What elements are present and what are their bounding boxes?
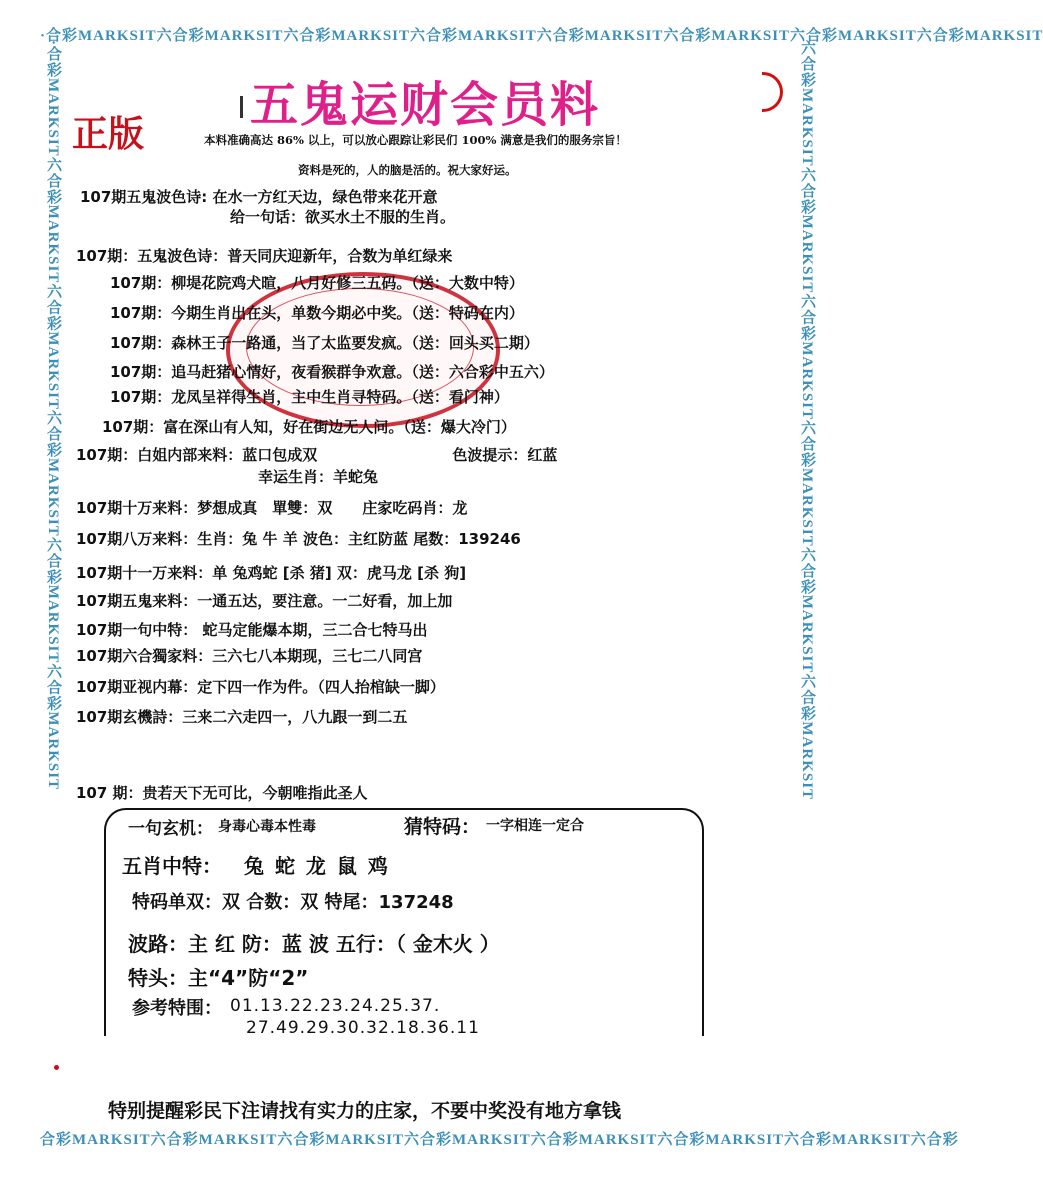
wave-line: 波路：主 红 防：蓝 波 五行：（ 金木火 ） [128, 932, 500, 956]
reference-label: 参考特围： [132, 998, 222, 1019]
line-exclusive: 107期六合獨家料：三六七八本期现，三七二八同宫 [76, 647, 423, 665]
border-pattern-top: ·合彩MARKSIT六合彩MARKSIT六合彩MARKSIT六合彩MARKSIT六合彩MARKSIT六合彩MARKSIT六合彩MARKSIT六合彩MARKSIT [40, 28, 1043, 44]
line-atv-inside: 107期亚视内幕：定下四一作为件。（四人抬棺缺一脚） [76, 678, 445, 696]
line-poem-2: 107期：今期生肖出在头，单数今期必中奖。（送：特码在内） [110, 304, 524, 322]
subtitle-accuracy: 本料准确高达 86% 以上，可以放心跟踪让彩民们 100% 满意是我们的服务宗旨！ [204, 133, 627, 147]
head-line: 特头：主“4”防“2” [128, 966, 309, 990]
title-cursor-bar [240, 96, 243, 118]
border-pattern-right: 六合彩MARKSIT六合彩MARKSIT六合彩MARKSIT六合彩MARKSIT六合彩MARKSIT六合彩MARKSIT [799, 40, 815, 801]
line-poem-1: 107期：柳堤花院鸡犬暄，八月好修三五码。（送：大数中特） [110, 274, 524, 292]
line-lucky-zodiac: 幸运生肖：羊蛇兔 [258, 468, 379, 486]
line-poem-5: 107期：龙凤呈祥得生肖，主中生肖寻特码。（送：看门神） [110, 388, 509, 406]
line-one-sentence: 107期一句中特： 蛇马定能爆本期，三二合七特马出 [76, 621, 428, 639]
guess-value: 一字相连一定合 [486, 818, 584, 834]
line-saint: 107 期：贵若天下无可比，今朝唯指此圣人 [76, 784, 368, 802]
line-poem-3: 107期：森林王子一路通，当了太监要发疯。（送：回头买二期） [110, 334, 539, 352]
border-pattern-left: ·合彩MARKSIT六合彩MARKSIT六合彩MARKSIT六合彩MARKSIT六合彩MARKSIT六合彩MARKSIT [45, 40, 61, 791]
line-poem-6: 107期：富在深山有人知，好在街边无人问。（送：爆大冷门） [102, 418, 516, 436]
line-poem-4: 107期：追马赶猪心情好，夜看猴群争欢意。（送：六合彩中五六） [110, 363, 554, 381]
subtitle-wish: 资料是死的，人的脑是活的。祝大家好运。 [298, 163, 517, 177]
line-80k: 107期八万来料：生肖：兔 牛 羊 波色：主红防蓝 尾数：139246 [76, 530, 521, 548]
page-title: 五鬼运财会员料 [250, 77, 601, 133]
footer-warning: 特别提醒彩民下注请找有实力的庄家，不要中奖没有地方拿钱 [108, 1100, 622, 1122]
corner-mark-icon [762, 72, 783, 112]
reference-numbers-2: 27.49.29.30.32.18.36.11 [246, 1018, 480, 1038]
line-110k: 107期十一万来料：单 兔鸡蛇 [杀 猪] 双：虎马龙 [杀 狗] [76, 564, 467, 582]
reference-numbers-1: 01.13.22.23.24.25.37. [230, 996, 441, 1016]
line-mystic-poem: 107期玄機詩：三来二六走四一，八九跟一到二五 [76, 708, 408, 726]
authentic-badge: 正版 [72, 114, 145, 155]
red-dot-mark [54, 1065, 59, 1070]
riddle-value: 身毒心毒本性毒 [218, 819, 316, 835]
line-wave-poem: 107期五鬼波色诗: 在水一方红天边，绿色带来花开意 [80, 188, 438, 206]
line-white-sister: 107期：白姐内部来料：蓝口包成双 色波提示：红蓝 [76, 446, 558, 464]
five-zodiac-value: 兔 蛇 龙 鼠 鸡 [244, 854, 390, 878]
border-pattern-bottom: 合彩MARKSIT六合彩MARKSIT六合彩MARKSIT六合彩MARKSIT六合彩MARKSIT六合彩MARKSIT六合彩MARKSIT六合彩 [40, 1132, 959, 1148]
line-hint: 给一句话：欲买水土不服的生肖。 [230, 208, 456, 226]
guess-label: 猜特码： [404, 816, 481, 838]
riddle-label: 一句玄机： [128, 819, 213, 839]
parity-line: 特码单双：双 合数：双 特尾：137248 [132, 892, 454, 913]
line-five-ghost: 107期五鬼来料：一通五达，要注意。一二好看，加上加 [76, 592, 453, 610]
line-100k: 107期十万来料：梦想成真 單雙：双 庄家吃码肖：龙 [76, 499, 468, 517]
five-zodiac-label: 五肖中特： [122, 854, 222, 878]
line-wave-poem-2: 107期：五鬼波色诗：普天同庆迎新年，合数为单红绿来 [76, 247, 453, 265]
